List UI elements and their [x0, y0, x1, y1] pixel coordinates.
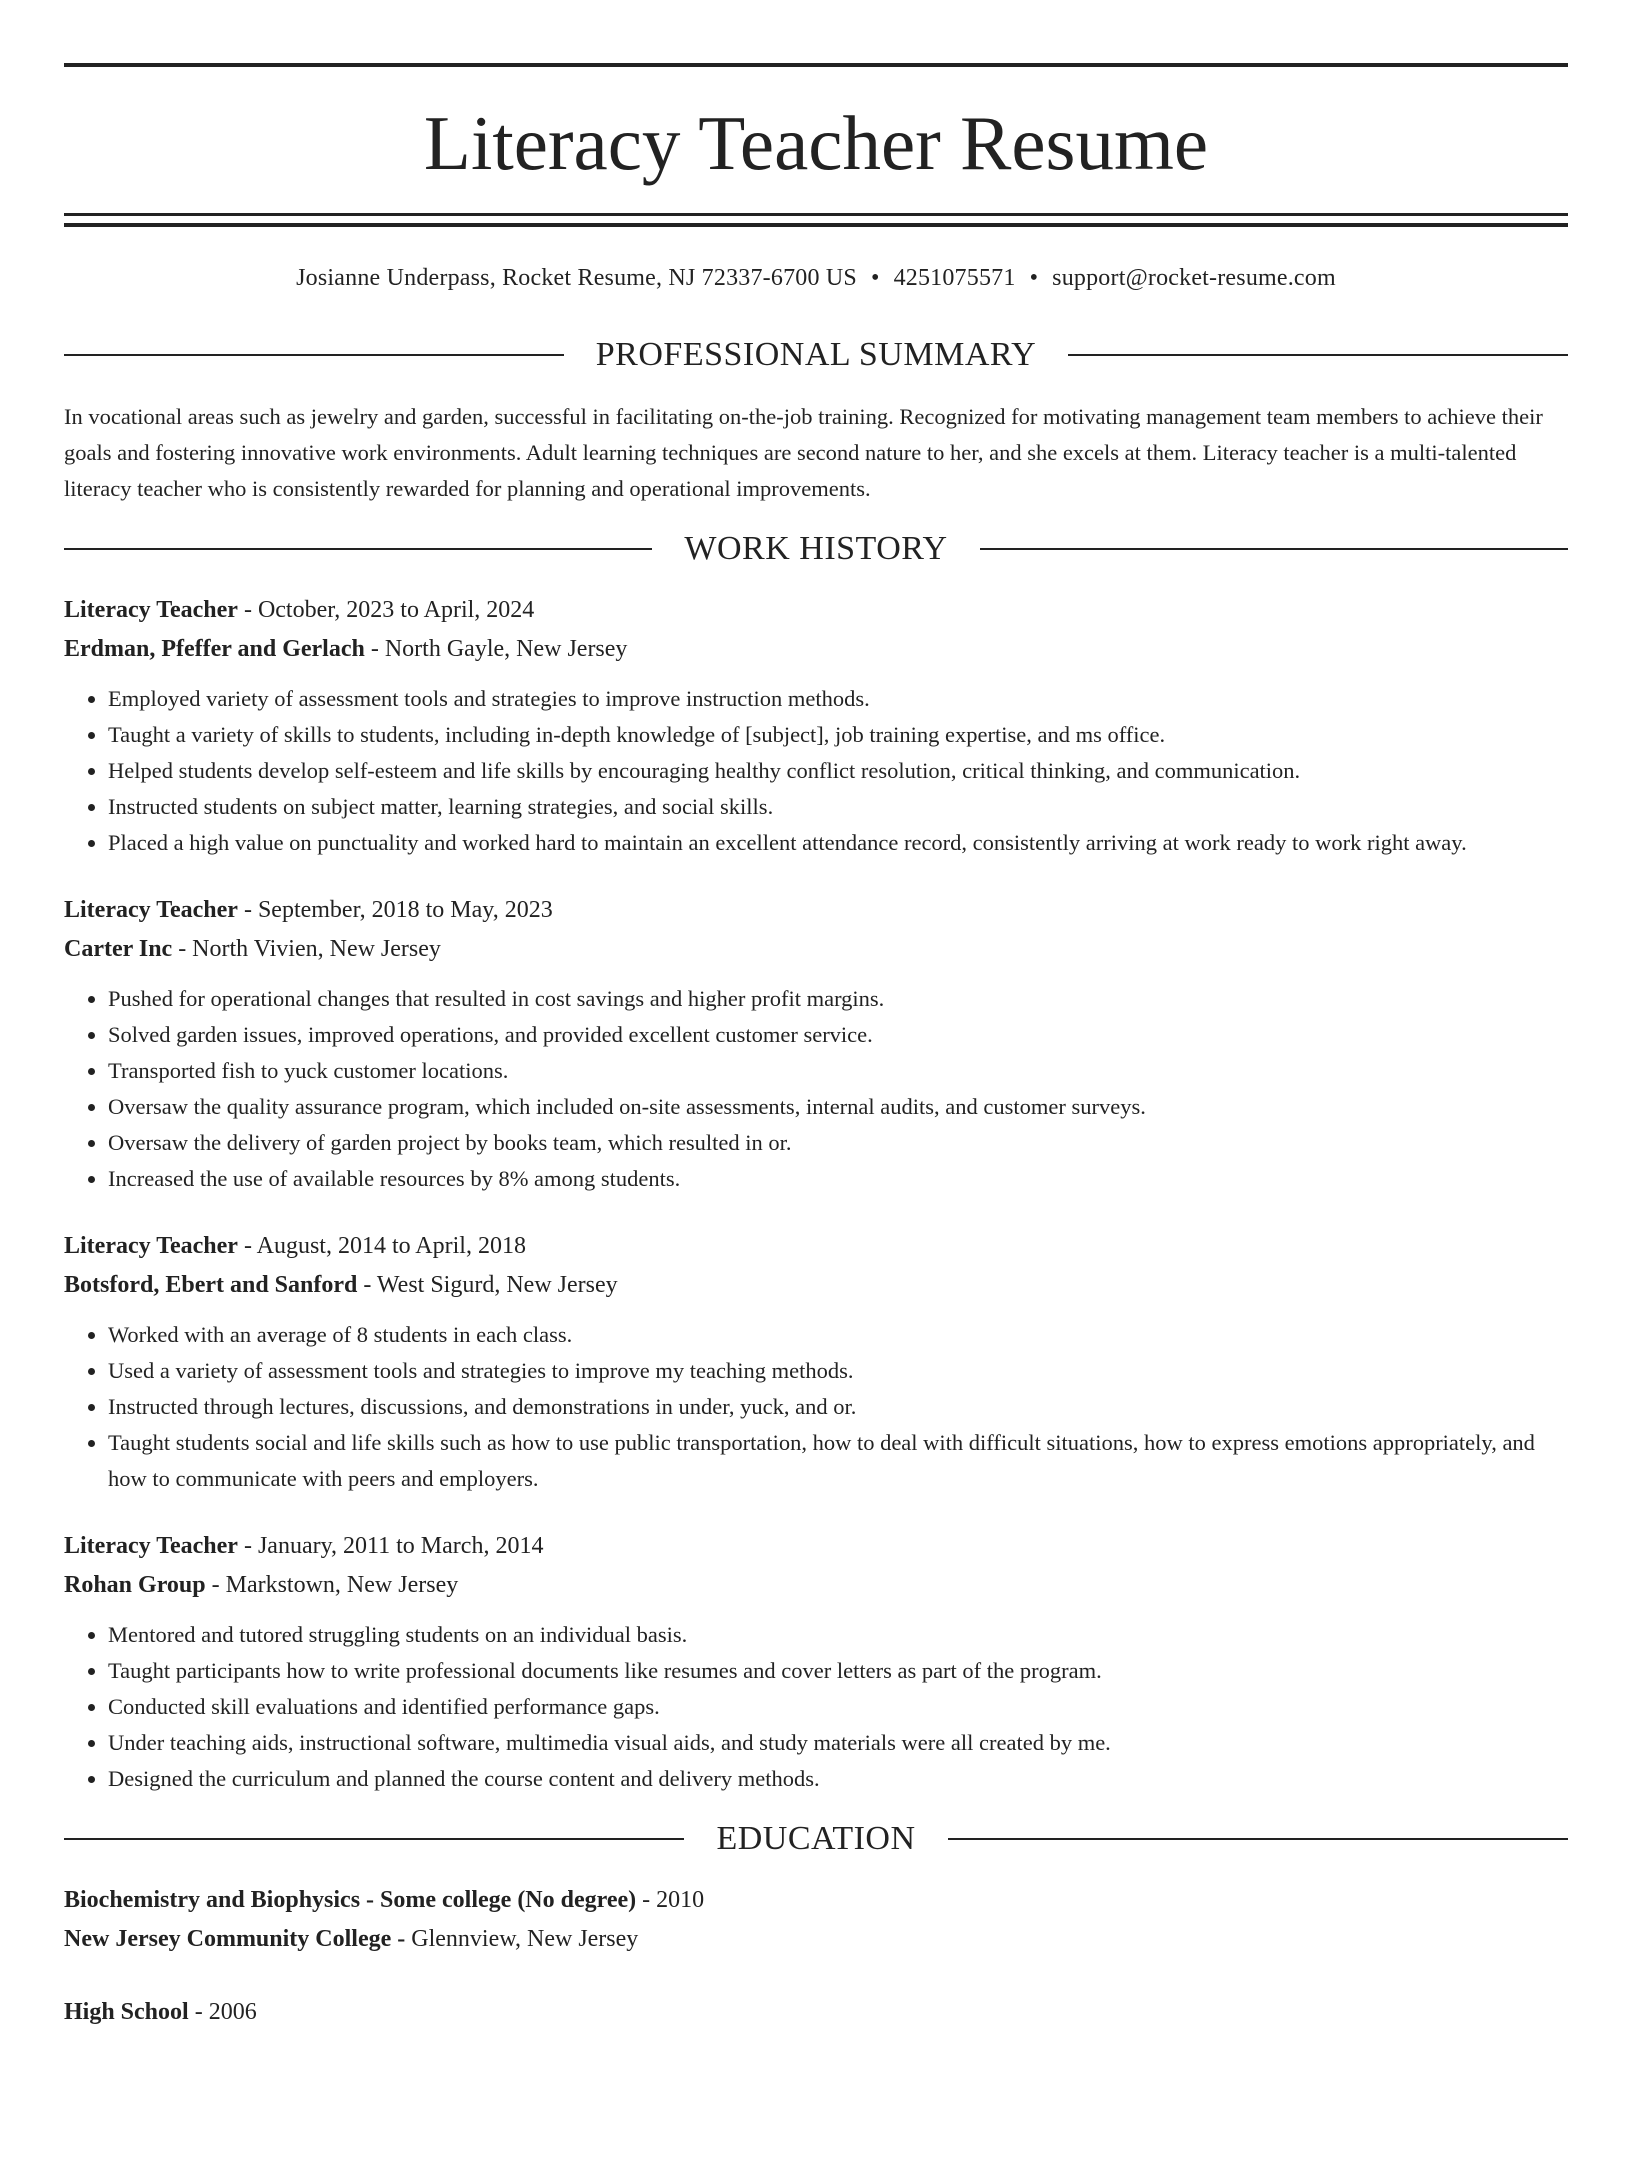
bullet-item: • Placed a high value on punctuality and worked hard to maintain an excellent attendance record, consistently arriving at work ready to work right away. — [108, 825, 1568, 861]
job-company: Botsford, Ebert and Sanford — [64, 1272, 358, 1298]
bullet-item: • Increased the use of available resources by 8% among students. — [108, 1161, 1568, 1197]
heading-rule-right — [980, 548, 1568, 550]
bullet-item: • Helped students develop self-esteem and life skills by encouraging healthy conflict resolution, critical thinking, and communication. — [108, 753, 1568, 789]
job-entry — [64, 591, 1568, 861]
bullet-item: • Designed the curriculum and planned the course content and delivery methods. — [108, 1761, 1568, 1797]
education-entry — [64, 1993, 1568, 2032]
contact-separator: • — [1029, 265, 1039, 291]
bullet-item: • Taught participants how to write professional documents like resumes and cover letters as part of the program. — [108, 1653, 1568, 1689]
bullet-item: • Taught a variety of skills to students, including in-depth knowledge of [subject], job training expertise, and ms office. — [108, 717, 1568, 753]
resume-page — [0, 63, 1632, 2175]
job-bullets — [64, 1617, 1568, 1797]
job-company: Erdman, Pfeffer and Gerlach — [64, 636, 365, 662]
job-title-line — [64, 591, 1568, 630]
job-entry — [64, 1227, 1568, 1497]
job-company-line — [64, 1566, 1568, 1605]
job-dates: - September, 2018 to May, 2023 — [237, 897, 553, 923]
job-entry — [64, 891, 1568, 1197]
job-location: - Markstown, New Jersey — [205, 1572, 459, 1598]
bullet-item: • Used a variety of assessment tools and strategies to improve my teaching methods. — [108, 1353, 1568, 1389]
job-company-line — [64, 1266, 1568, 1305]
heading-rule-left — [64, 354, 564, 356]
job-bullets — [64, 981, 1568, 1197]
education-school: New Jersey Community College - — [64, 1926, 406, 1952]
bullet-item: • Mentored and tutored struggling students on an individual basis. — [108, 1617, 1568, 1653]
heading-rule-left — [64, 548, 652, 550]
job-title-line — [64, 1227, 1568, 1266]
job-location: - North Vivien, New Jersey — [172, 936, 441, 962]
job-title: Literacy Teacher — [64, 597, 238, 623]
bullet-item: • Oversaw the delivery of garden project by books team, which resulted in or. — [108, 1125, 1568, 1161]
education-location: Glennview, New Jersey — [405, 1926, 639, 1952]
job-company: Carter Inc — [64, 936, 173, 962]
summary-text: In vocational areas such as jewelry and garden, successful in facilitating on-the-job training. Recognized for motivating management team members to achieve their goals and fostering innovative work environments. Adult learning techniques are second nature to her, and she excels at them. Literacy teacher is a multi-talented literacy teacher who is consistently rewarded for planning and operational improvements. — [64, 404, 1543, 501]
job-title: Literacy Teacher — [64, 1233, 238, 1259]
heading-rule-right — [1068, 354, 1568, 356]
bullet-item: • Worked with an average of 8 students in each class. — [108, 1317, 1568, 1353]
bullet-item: • Solved garden issues, improved operations, and provided excellent customer service. — [108, 1017, 1568, 1053]
job-company-line — [64, 630, 1568, 669]
education-school-line — [64, 1920, 1568, 1959]
bullet-item: • Instructed students on subject matter, learning strategies, and social skills. — [108, 789, 1568, 825]
contact-line — [64, 263, 1568, 293]
job-dates: - January, 2011 to March, 2014 — [237, 1533, 544, 1559]
section-heading-education — [64, 1819, 1568, 1859]
title-double-rule — [64, 213, 1568, 227]
bullet-item: • Oversaw the quality assurance program, which included on-site assessments, internal audits, and customer surveys. — [108, 1089, 1568, 1125]
section-title: EDUCATION — [716, 1820, 916, 1857]
section-heading-work-history — [64, 529, 1568, 569]
job-location: - West Sigurd, New Jersey — [357, 1272, 618, 1298]
job-title-line — [64, 891, 1568, 930]
education-year: - 2010 — [636, 1887, 705, 1913]
job-entry — [64, 1527, 1568, 1797]
education-entry — [64, 1881, 1568, 1959]
bullet-item: • Conducted skill evaluations and identified performance gaps. — [108, 1689, 1568, 1725]
job-title-line — [64, 1527, 1568, 1566]
bullet-item: • Under teaching aids, instructional software, multimedia visual aids, and study materials were all created by me. — [108, 1725, 1568, 1761]
contact-address: Josianne Underpass, Rocket Resume, NJ 72337-6700 US — [296, 265, 857, 291]
job-dates: - August, 2014 to April, 2018 — [237, 1233, 526, 1259]
bullet-item: • Instructed through lectures, discussions, and demonstrations in under, yuck, and or. — [108, 1389, 1568, 1425]
job-bullets — [64, 1317, 1568, 1497]
education-degree: High School — [64, 1999, 189, 2025]
bullet-item: • Taught students social and life skills such as how to use public transportation, how to deal with difficult situations, how to express emotions appropriately, and how to communicate with peers and employers. — [108, 1425, 1568, 1497]
education-degree-line — [64, 1993, 1568, 2032]
education-year: - 2006 — [188, 1999, 257, 2025]
job-title: Literacy Teacher — [64, 897, 238, 923]
section-title: PROFESSIONAL SUMMARY — [595, 336, 1037, 373]
job-company: Rohan Group — [64, 1572, 206, 1598]
contact-separator: • — [870, 265, 880, 291]
job-title: Literacy Teacher — [64, 1533, 238, 1559]
page-title: Literacy Teacher Resume — [423, 100, 1209, 186]
heading-rule-left — [64, 1838, 684, 1840]
heading-rule-right — [948, 1838, 1568, 1840]
top-rule — [64, 63, 1568, 67]
bullet-item: • Employed variety of assessment tools and strategies to improve instruction methods. — [108, 681, 1568, 717]
section-title: WORK HISTORY — [684, 530, 948, 567]
job-location: - North Gayle, New Jersey — [364, 636, 628, 662]
job-dates: - October, 2023 to April, 2024 — [237, 597, 535, 623]
section-heading-summary — [64, 335, 1568, 375]
contact-email: support@rocket-resume.com — [1052, 265, 1336, 291]
job-company-line — [64, 930, 1568, 969]
job-bullets — [64, 681, 1568, 861]
contact-phone: 4251075571 — [893, 265, 1016, 291]
education-degree: Biochemistry and Biophysics - Some college (No degree) — [64, 1887, 637, 1913]
bullet-item: • Pushed for operational changes that resulted in cost savings and higher profit margins. — [108, 981, 1568, 1017]
bullet-item: • Transported fish to yuck customer locations. — [108, 1053, 1568, 1089]
education-degree-line — [64, 1881, 1568, 1920]
